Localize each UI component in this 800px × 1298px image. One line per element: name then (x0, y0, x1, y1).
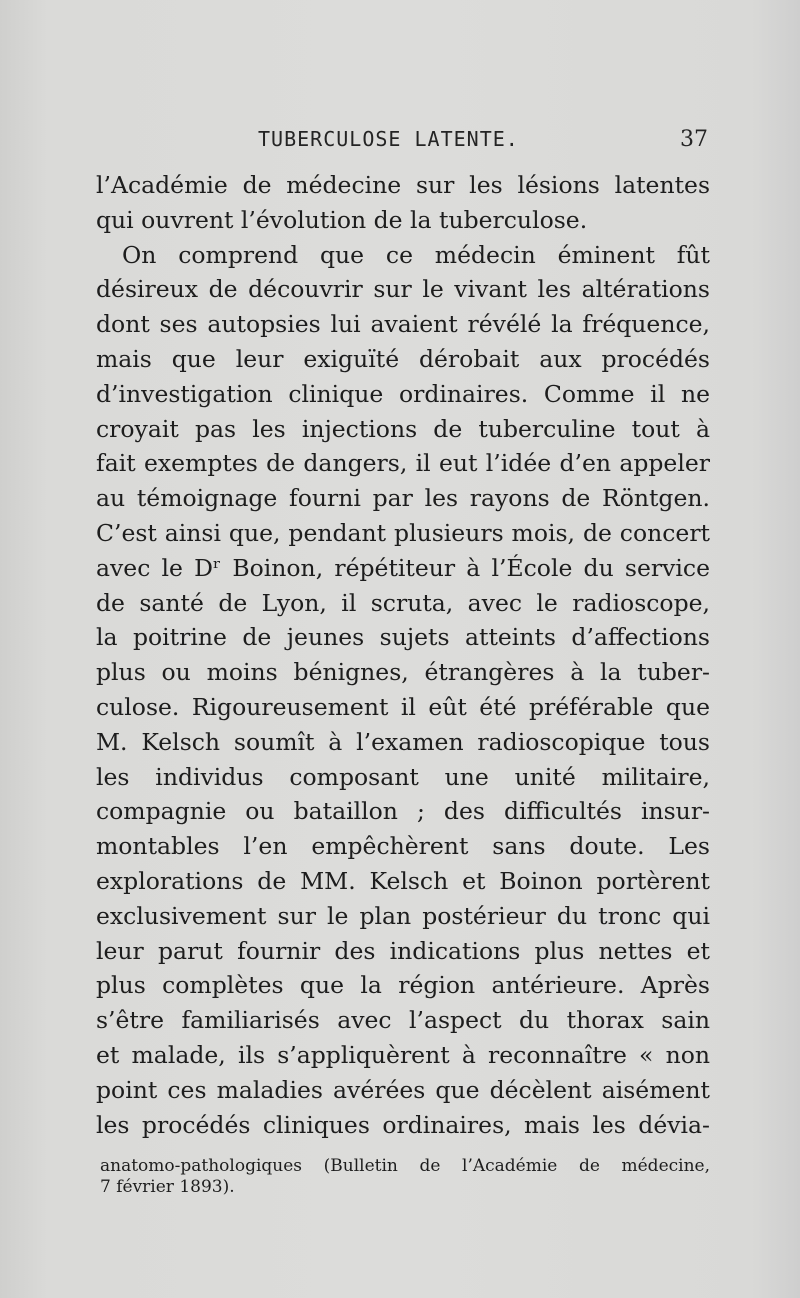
text-line: la poitrine de jeunes sujets atteints d’affections (96, 623, 710, 652)
text-line: culose. Rigoureusement il eût été préférable que (96, 692, 710, 721)
text-line: les procédés cliniques ordinaires, mais les dévia- (96, 1110, 710, 1139)
text-line: mais que leur exiguïté dérobait aux procédés (96, 344, 710, 373)
text-line: plus complètes que la région antérieure. Après (96, 971, 710, 1000)
text-line: d’investigation clinique ordinaires. Comme il ne (96, 379, 710, 408)
text-line: On comprend que ce médecin éminent fût (122, 240, 710, 269)
text-line: croyait pas les injections de tuberculine tout à (96, 414, 710, 443)
running-head (96, 127, 708, 157)
body-text (96, 168, 710, 1142)
text-line: fait exemptes de dangers, il eut l’idée d’en appeler (96, 449, 710, 478)
text-line: M. Kelsch soumît à l’examen radioscopique tous (96, 727, 710, 756)
text-line: avec le Dʳ Boinon, répétiteur à l’École du service (96, 553, 710, 582)
text-line: C’est ainsi que, pendant plusieurs mois, de concert (96, 518, 710, 547)
footnote-line: 7 février 1893). (100, 1177, 235, 1197)
text-line: les individus composant une unité militaire, (96, 762, 710, 791)
text-line: l’Académie de médecine sur les lésions latentes (96, 171, 710, 199)
text-line: désireux de découvrir sur le vivant les altérations (96, 275, 710, 304)
page-number: 37 (680, 127, 708, 152)
running-title: TUBERCULOSE LATENTE. (258, 127, 519, 151)
text-line: qui ouvrent l’évolution de la tuberculose. (96, 205, 588, 234)
text-line: dont ses autopsies lui avaient révélé la fréquence, (96, 310, 710, 339)
text-line: et malade, ils s’appliquèrent à reconnaître « non (96, 1040, 710, 1069)
text-line: point ces maladies avérées que décèlent aisément (96, 1075, 710, 1104)
footnote (100, 1156, 710, 1198)
text-line: de santé de Lyon, il scruta, avec le radioscope, (96, 588, 710, 617)
text-line: leur parut fournir des indications plus nettes et (96, 936, 710, 965)
text-line: au témoignage fourni par les rayons de Röntgen. (96, 484, 710, 513)
text-line: s’être familiarisés avec l’aspect du thorax sain (96, 1006, 710, 1035)
footnote-line: anatomo-pathologiques (Bulletin de l’Académie de médecine, (100, 1156, 710, 1176)
text-line: explorations de MM. Kelsch et Boinon portèrent (96, 866, 710, 895)
text-line: montables l’en empêchèrent sans doute. Les (96, 832, 710, 861)
text-line: compagnie ou bataillon ; des difficultés insur- (96, 797, 710, 826)
text-line: plus ou moins bénignes, étrangères à la tuber- (96, 658, 710, 687)
text-line: exclusivement sur le plan postérieur du tronc qui (96, 901, 710, 930)
